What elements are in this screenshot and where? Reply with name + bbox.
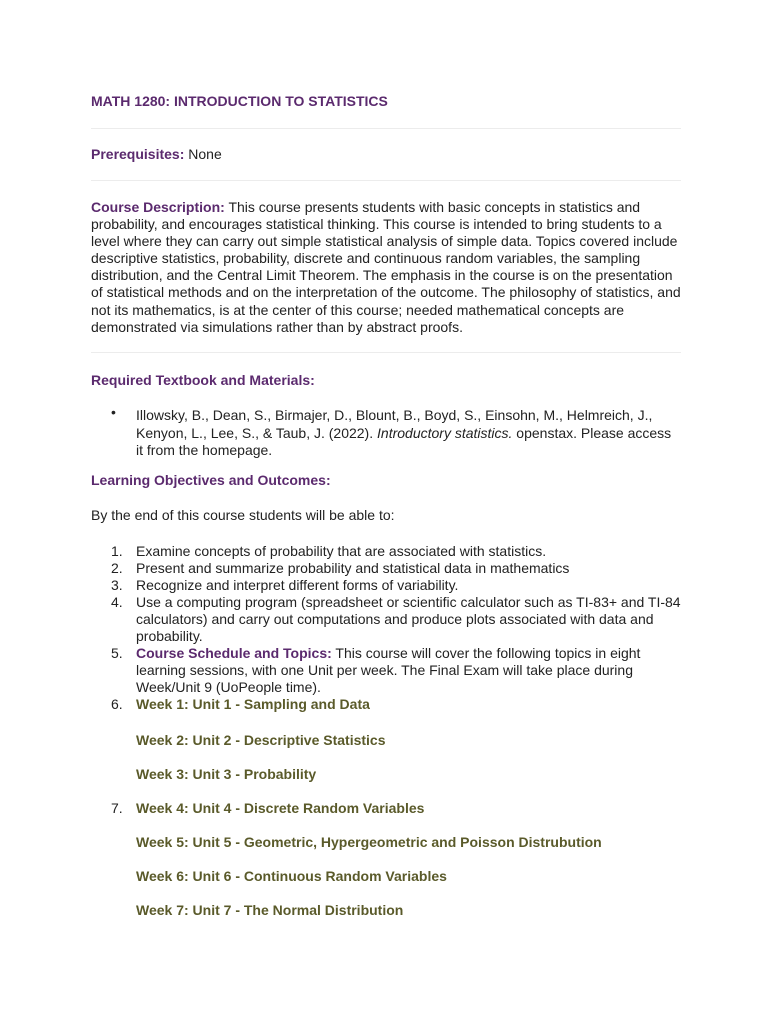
schedule-description: This course will cover the following topics in eight learning sessions, with one Unit per week. The Final Exam will take place during Week/Unit 9 (UoPeople time). [136,645,641,696]
divider [91,352,681,353]
list-item: Present and summarize probability and statistical data in mathematics [136,560,570,576]
description-text: This course presents students with basic concepts in statistics and probability, and encourages statistical thinking. This course is intended to bring students to a level where they can carry out simple statistical analysis of simple data. Topics covered include descriptive statistics, probability, discrete and continuous random variables, the sampling distribution, and the Central Limit Theorem. The emphasis in the course is on the presentation of statistical methods and on the interpretation of the outcome. The philosophy of statistics, and not its mathematics, is at the center of this course; needed mathematical concepts are demonstrated via simulations rather than by abstract proofs. [91,199,681,335]
objectives-heading: Learning Objectives and Outcomes: [91,472,331,488]
list-item: Use a computing program (spreadsheet or scientific calculator such as TI-83+ and TI-84 calculators) and carry out computations and produce plots associated with data and probability. [136,594,681,645]
list-number: 2. [111,560,123,576]
schedule-week-3: Week 3: Unit 3 - Probability [136,766,317,782]
schedule-week-1: Week 1: Unit 1 - Sampling and Data [136,696,370,712]
bullet-marker: • [111,404,116,420]
objectives-intro: By the end of this course students will be able to: [91,507,395,523]
schedule-week-2: Week 2: Unit 2 - Descriptive Statistics [136,732,386,748]
list-item: Recognize and interpret different forms of variability. [136,577,459,593]
prerequisites-value: None [184,146,222,162]
list-number: 7. [111,800,123,816]
list-item [136,645,684,697]
divider [91,128,681,129]
list-number: 3. [111,577,123,593]
schedule-week-4: Week 4: Unit 4 - Discrete Random Variables [136,800,425,816]
prerequisites-label: Prerequisites: [91,146,185,162]
schedule-label: Course Schedule and Topics: [136,645,332,661]
list-number: 1. [111,543,123,559]
citation-title: Introductory statistics. [377,424,513,441]
citation-authors: Illowsky, B., Dean, S., Birmajer, D., Blount, B., Boyd, S., Einsohn, M., Helmreich, J., Kenyon, L., Lee, S., & Taub, J. (2022). [136,407,653,441]
list-item: Examine concepts of probability that are associated with statistics. [136,543,547,559]
textbook-citation [136,407,681,460]
description-label: Course Description: [91,199,225,215]
textbook-heading: Required Textbook and Materials: [91,372,315,388]
prerequisites [91,146,222,163]
course-title: MATH 1280: INTRODUCTION TO STATISTICS [91,93,388,109]
schedule-week-7: Week 7: Unit 7 - The Normal Distribution [136,902,404,918]
divider [91,180,681,181]
schedule-week-5: Week 5: Unit 5 - Geometric, Hypergeometric and Poisson Distrubution [136,834,602,850]
citation-end: openstax. Please access it from the homepage. [136,424,672,458]
list-number: 4. [111,594,123,610]
course-description [91,199,681,336]
list-number: 6. [111,696,123,712]
list-number: 5. [111,645,123,661]
schedule-week-6: Week 6: Unit 6 - Continuous Random Variables [136,868,447,884]
